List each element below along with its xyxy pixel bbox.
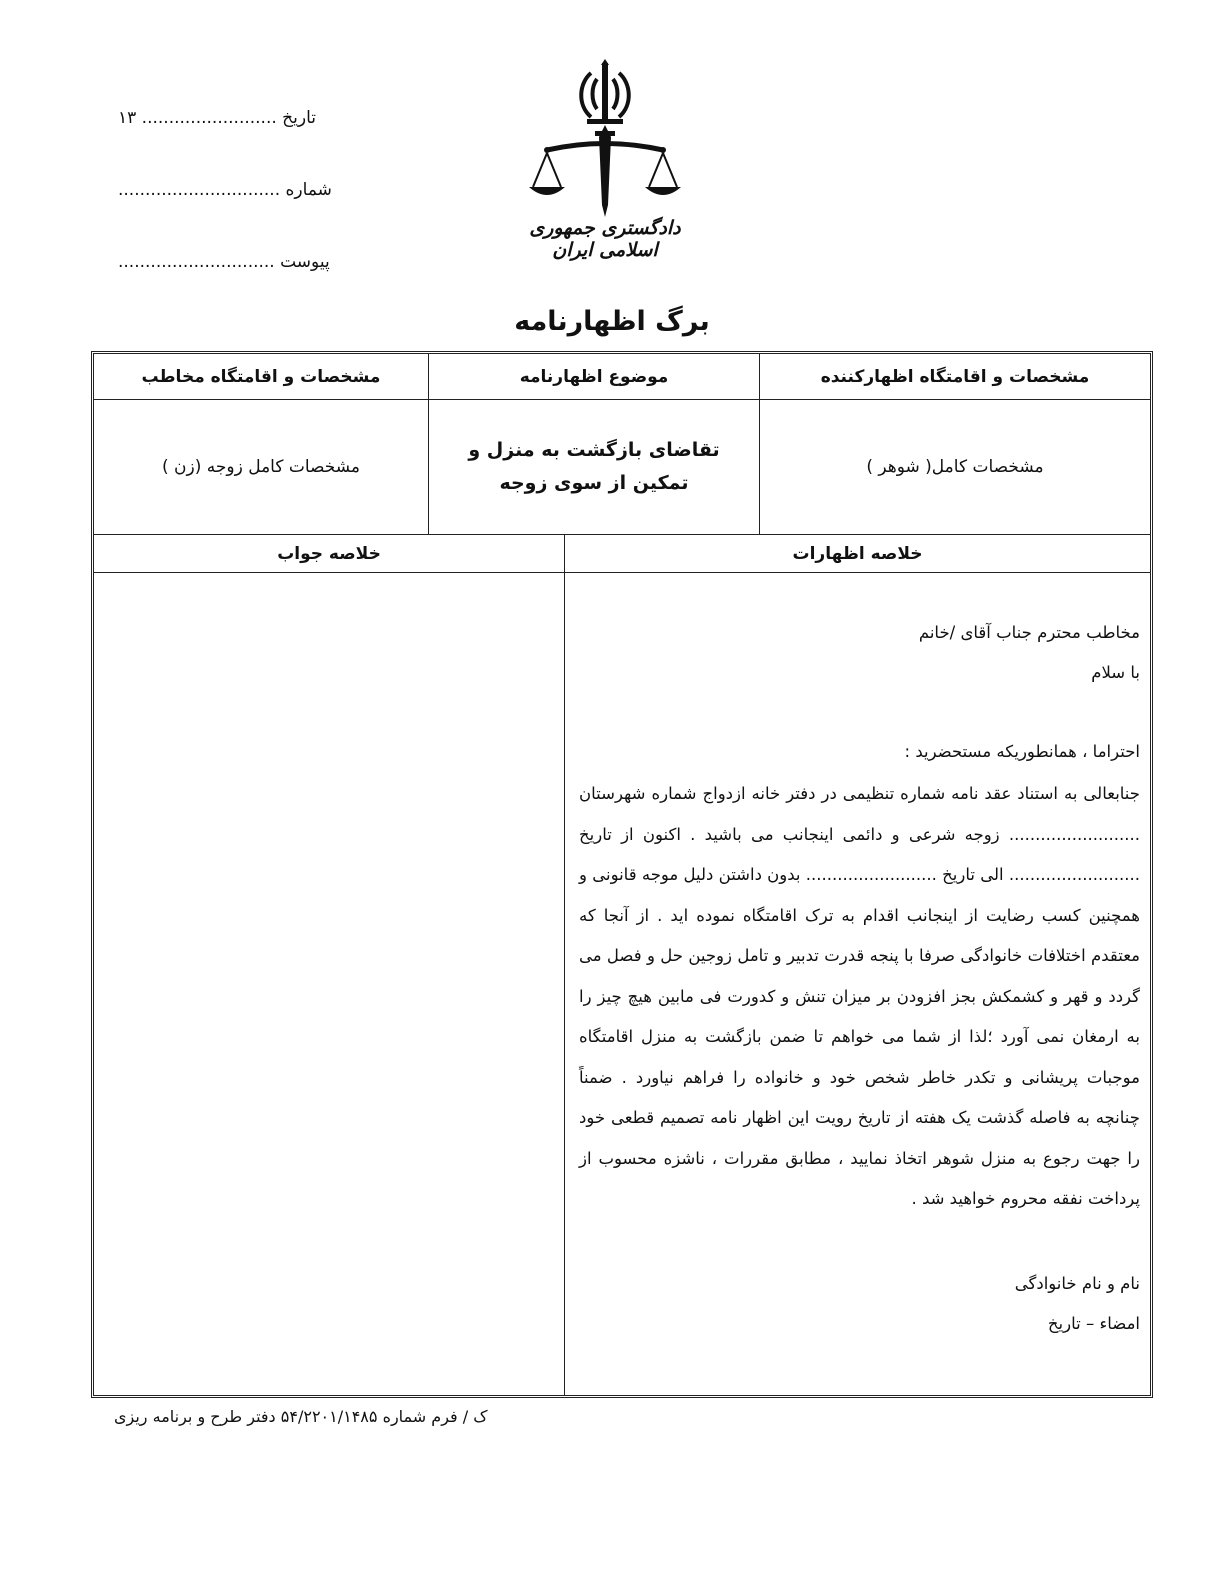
response-column: [94, 535, 564, 1396]
addressee-column: [94, 354, 428, 534]
parties-row: [94, 354, 1150, 534]
judiciary-scales-emblem-icon: [525, 55, 685, 220]
attachment-field: پیوست .............................: [118, 252, 330, 272]
declarant-value: مشخصات کامل( شوهر ): [866, 457, 1044, 477]
declaration-form-table: [91, 351, 1153, 1398]
judiciary-emblem: [500, 55, 710, 261]
statements-header: خلاصه اظهارات: [565, 535, 1150, 573]
addressee-value: مشخصات کامل زوجه (زن ): [161, 457, 361, 477]
response-header: خلاصه جواب: [94, 535, 564, 573]
signature-label: امضاء – تاریخ: [1047, 1313, 1140, 1333]
name-label: نام و نام خانوادگی: [1014, 1273, 1140, 1293]
intro-line: احتراما ، همانطوریکه مستحضرید :: [904, 742, 1140, 761]
form-footer: ک / فرم شماره ۵۴/۲۲۰۱/۱۴۸۵ دفتر طرح و برنامه ریزی: [114, 1407, 488, 1426]
content-row: [94, 534, 1150, 1396]
subject-value: تقاضای بازگشت به منزل و تمکین از سوی زوجه: [468, 438, 720, 494]
subject-header: موضوع اظهارنامه: [429, 354, 759, 400]
declarant-column: [759, 354, 1150, 534]
number-field: شماره ..............................: [118, 180, 332, 200]
page-title: برگ اظهارنامه: [514, 306, 710, 337]
statements-column: [564, 535, 1150, 1396]
salutation-line: مخاطب محترم جناب آقای /خانم: [918, 623, 1140, 642]
date-field: تاریخ ......................... ۱۳: [118, 108, 316, 128]
greeting-line: با سلام: [1091, 663, 1140, 682]
judiciary-emblem-text: دادگستری جمهوری اسلامی ایران: [529, 217, 681, 261]
subject-column: [428, 354, 759, 534]
statements-body: [565, 573, 1150, 1344]
addressee-header: مشخصات و اقامتگاه مخاطب: [94, 354, 428, 400]
declarant-header: مشخصات و اقامتگاه اظهارکننده: [760, 354, 1150, 400]
statement-paragraph: جنابعالی به استناد عقد نامه شماره تنظیمی در دفتر خانه ازدواج شماره شهرستان ......................... زوجه شرعی و دائمی اینجانب می باشید . اکنون از تاریخ ......................... الی تاریخ ......................... بدون داشتن دلیل موجه قانونی و همچنین کسب رضایت از اینجانب اقدام به ترک اقامتگاه نموده اید . از آنجا که معتقدم اختلافات خانوادگی صرفا با پنجه قدرت تدبیر و تامل زوجین حل و فصل می گردد و قهر و کشمکش بجز افزودن بر میزان تنش و کدورت فی مابین هیچ چیز را به ارمغان نمی آورد ؛لذا از شما می خواهم تا ضمن بازگشت به منزل اقامتگاه موجبات پریشانی و تکدر خاطر شخص خود و خانواده را فراهم نیاورد . ضمناً چنانچه به فاصله گذشت یک هفته از تاریخ رویت این اظهار نامه تصمیم قطعی خود را جهت رجوع به منزل شوهر اتخاذ نمایید ، مطابق مقررات ، ناشزه محسوب از پرداخت نفقه محروم خواهید شد .: [579, 784, 1140, 1208]
